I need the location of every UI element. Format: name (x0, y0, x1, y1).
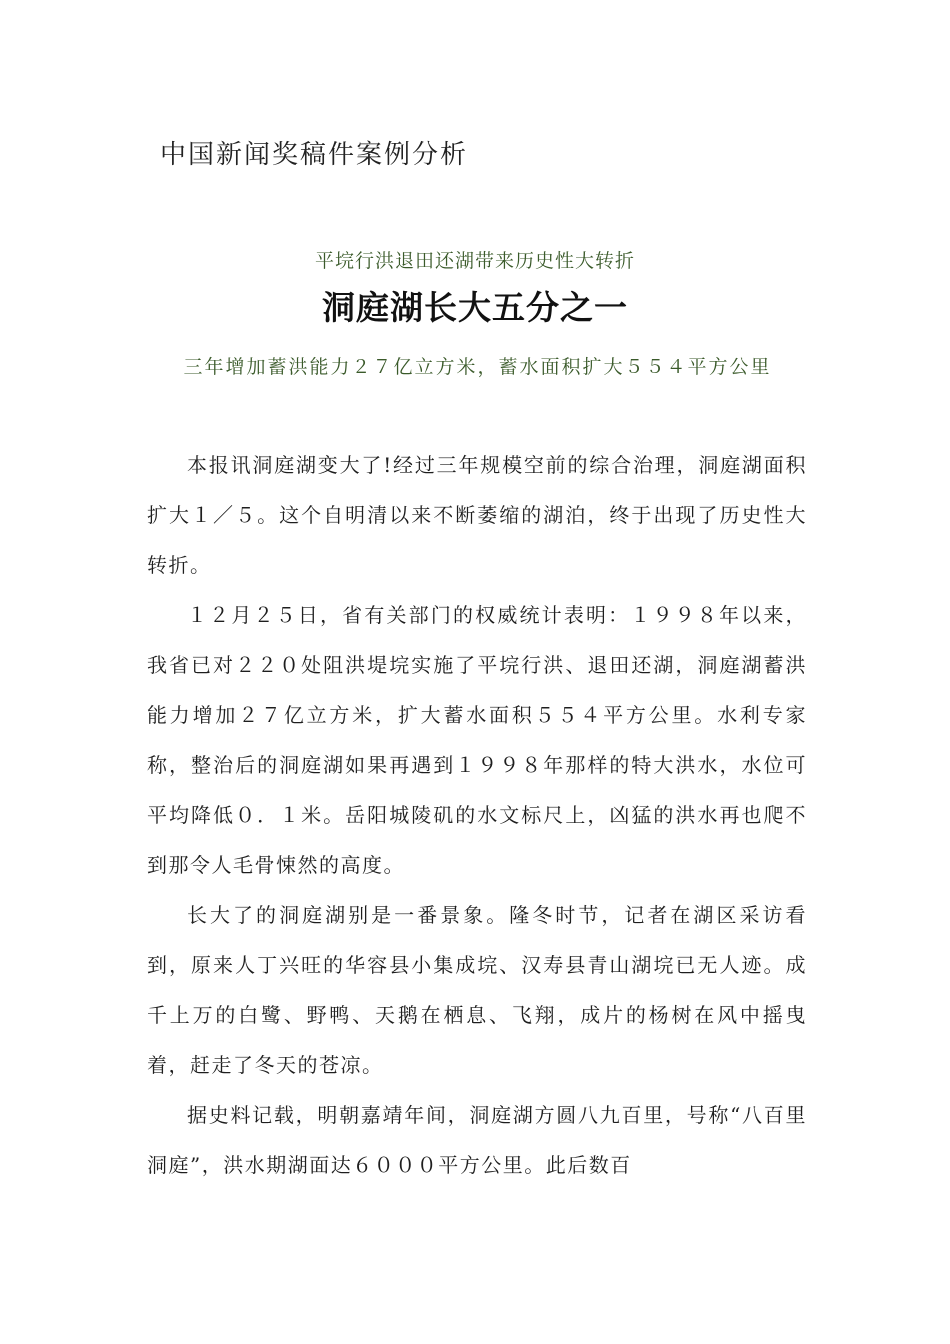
article-body (147, 440, 807, 1190)
document-title: 中国新闻奖稿件案例分析 (160, 140, 469, 170)
paragraph-2: １２月２５日，省有关部门的权威统计表明：１９９８年以来，我省已对２２０处阻洪堤垸实施了平垸行洪、退田还湖，洞庭湖蓄洪能力增加２７亿立方米，扩大蓄水面积５５４平方公里。水利专家称，整治后的洞庭湖如果再遇到１９９８年那样的特大洪水，水位可平均降低０．１米。岳阳城陵矶的水文标尺上，凶猛的洪水再也爬不到那令人毛骨悚然的高度。 (147, 603, 807, 877)
paragraph-1: 本报讯洞庭湖变大了!经过三年规模空前的综合治理，洞庭湖面积扩大１／５。这个自明清以来不断萎缩的湖泊，终于出现了历史性大转折。 (147, 453, 807, 577)
article-subhead: 三年增加蓄洪能力２７亿立方米，蓄水面积扩大５５４平方公里 (183, 356, 772, 378)
article-headline: 洞庭湖长大五分之一 (322, 288, 628, 327)
paragraph-4: 据史料记载，明朝嘉靖年间，洞庭湖方圆八九百里，号称“八百里洞庭”，洪水期湖面达６０００平方公里。此后数百 (147, 1103, 807, 1177)
paragraph-3: 长大了的洞庭湖别是一番景象。隆冬时节，记者在湖区采访看到，原来人丁兴旺的华容县小集成垸、汉寿县青山湖垸已无人迹。成千上万的白鹭、野鸭、天鹅在栖息、飞翔，成片的杨树在风中摇曳着，赶走了冬天的苍凉。 (147, 903, 807, 1077)
article-kicker: 平垸行洪退田还湖带来历史性大转折 (314, 250, 635, 272)
